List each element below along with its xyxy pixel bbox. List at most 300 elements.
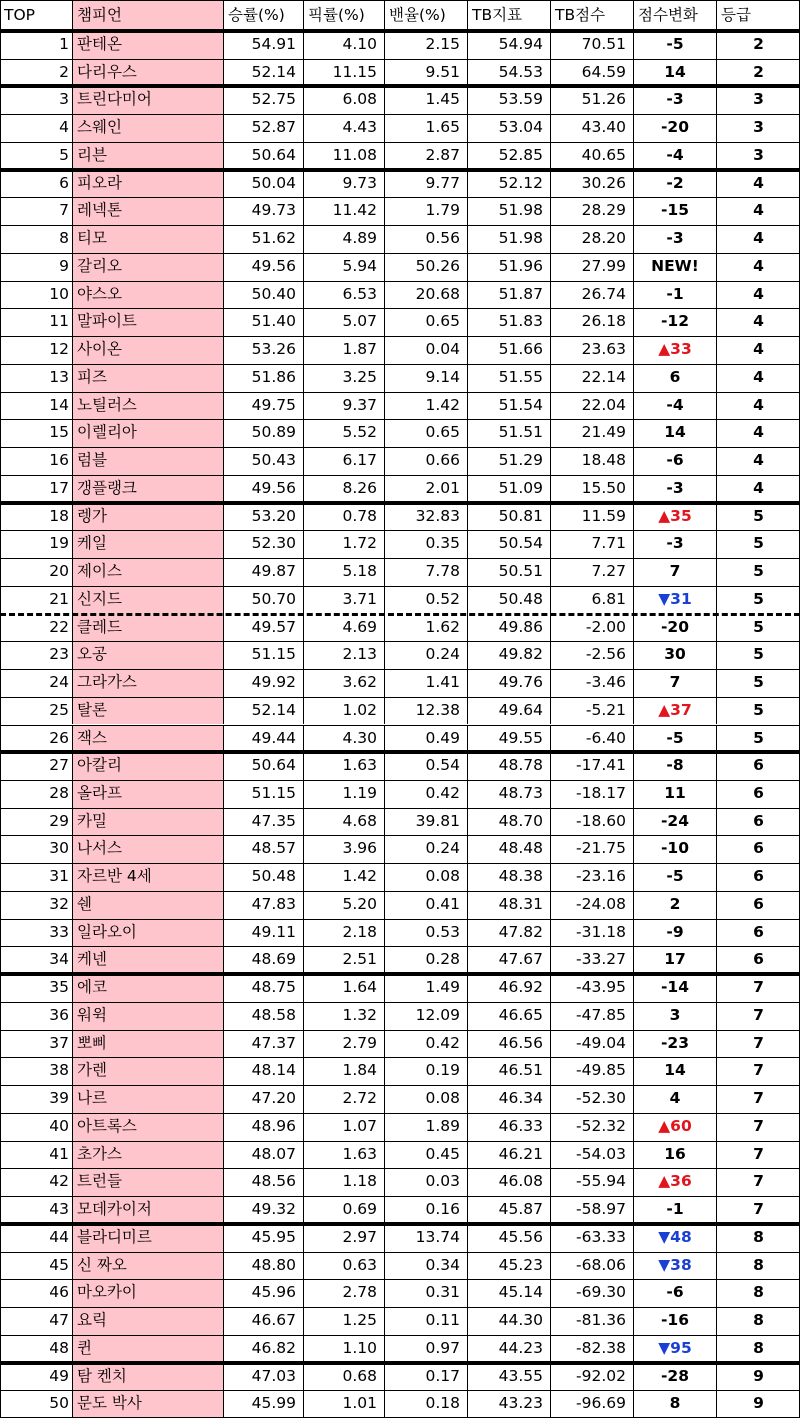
grade: 9 — [753, 1394, 764, 1413]
rank-cell: 42 — [0, 1168, 73, 1196]
tb-index: 49.64 — [468, 697, 551, 725]
row-divider — [0, 1030, 800, 1031]
rank-cell: 13 — [0, 364, 73, 392]
pick-rate: 1.25 — [304, 1307, 385, 1335]
ban-rate: 0.28 — [385, 946, 468, 974]
tb-index: 50.54 — [468, 530, 551, 558]
champion-name: 피즈 — [73, 364, 224, 392]
champion-name: 클레드 — [73, 614, 224, 642]
pick-rate: 3.96 — [304, 835, 385, 863]
rank-cell: 25 — [0, 697, 73, 725]
tb-index: 46.92 — [468, 974, 551, 1002]
pick-rate: 5.94 — [304, 253, 385, 281]
tb-score: 40.65 — [551, 142, 634, 170]
row-divider — [0, 281, 800, 282]
tb-index: 51.96 — [468, 253, 551, 281]
win-rate: 50.70 — [224, 586, 304, 614]
rank-cell: 2 — [0, 59, 73, 87]
grade: 6 — [753, 894, 764, 913]
table-row — [0, 891, 800, 919]
score-change: ▲35 — [634, 503, 717, 531]
tb-index: 46.08 — [468, 1168, 551, 1196]
rank-cell: 46 — [0, 1279, 73, 1307]
table-row — [0, 863, 800, 891]
rank-cell: 47 — [0, 1307, 73, 1335]
tb-index: 46.65 — [468, 1002, 551, 1030]
win-rate: 50.40 — [224, 281, 304, 309]
table-row — [0, 225, 800, 253]
champion-name: 문도 박사 — [73, 1390, 224, 1418]
group-divider — [0, 168, 800, 172]
grade: 6 — [753, 922, 764, 941]
tb-index: 51.83 — [468, 308, 551, 336]
tb-score: -52.30 — [551, 1085, 634, 1113]
row-divider — [0, 447, 800, 448]
rank-cell: 17 — [0, 475, 73, 503]
rank-cell: 11 — [0, 308, 73, 336]
pick-rate: 3.71 — [304, 586, 385, 614]
ban-rate: 0.41 — [385, 891, 468, 919]
ban-rate: 0.65 — [385, 308, 468, 336]
ban-rate: 0.35 — [385, 530, 468, 558]
table-row — [0, 1168, 800, 1196]
table-row — [0, 419, 800, 447]
score-change: -3 — [634, 86, 717, 114]
score-change: -24 — [634, 808, 717, 836]
ban-rate: 0.03 — [385, 1168, 468, 1196]
win-rate: 49.11 — [224, 919, 304, 947]
ban-rate: 12.38 — [385, 697, 468, 725]
grade: 7 — [753, 978, 764, 997]
header-pick-rate: 픽률(%) — [304, 0, 385, 31]
table-row — [0, 725, 800, 753]
table-row — [0, 697, 800, 725]
ban-rate: 0.49 — [385, 725, 468, 753]
tb-index: 45.87 — [468, 1196, 551, 1224]
tb-score: 15.50 — [551, 475, 634, 503]
group-divider — [0, 1361, 800, 1365]
pick-rate: 8.26 — [304, 475, 385, 503]
champion-name: 일라오이 — [73, 919, 224, 947]
score-change: -1 — [634, 281, 717, 309]
rank-cell: 48 — [0, 1335, 73, 1363]
rank-cell: 32 — [0, 891, 73, 919]
tb-score: -54.03 — [551, 1141, 634, 1169]
rank-cell: 30 — [0, 835, 73, 863]
pick-rate: 11.15 — [304, 59, 385, 87]
table-top-border — [0, 0, 800, 1]
champion-name: 신지드 — [73, 586, 224, 614]
grade: 6 — [753, 811, 764, 830]
win-rate: 49.73 — [224, 197, 304, 225]
pick-rate: 1.32 — [304, 1002, 385, 1030]
row-divider — [0, 1141, 800, 1142]
grade: 8 — [753, 1227, 764, 1246]
header-ban-rate: 밴율(%) — [385, 0, 468, 31]
grade: 4 — [753, 256, 764, 275]
row-divider — [0, 1168, 800, 1169]
rank-cell: 18 — [0, 503, 73, 531]
win-rate: 52.75 — [224, 86, 304, 114]
tb-score: -2.56 — [551, 641, 634, 669]
table-row — [0, 503, 800, 531]
ban-rate: 1.42 — [385, 392, 468, 420]
row-divider — [0, 1252, 800, 1253]
rank-cell: 45 — [0, 1252, 73, 1280]
tb-score: -55.94 — [551, 1168, 634, 1196]
tb-index: 46.33 — [468, 1113, 551, 1141]
win-rate: 51.15 — [224, 780, 304, 808]
grade: 5 — [753, 645, 764, 664]
rank-cell: 10 — [0, 281, 73, 309]
tb-score: -31.18 — [551, 919, 634, 947]
score-change: ▼95 — [634, 1335, 717, 1363]
grade: 7 — [753, 1033, 764, 1052]
table-row — [0, 59, 800, 87]
score-change: -28 — [634, 1363, 717, 1391]
table-row — [0, 336, 800, 364]
pick-rate: 5.18 — [304, 558, 385, 586]
pick-rate: 6.53 — [304, 281, 385, 309]
table-row — [0, 1279, 800, 1307]
tb-score: 11.59 — [551, 503, 634, 531]
champion-name: 블라디미르 — [73, 1224, 224, 1252]
rank-cell: 29 — [0, 808, 73, 836]
champion-name: 마오카이 — [73, 1279, 224, 1307]
row-divider — [0, 142, 800, 143]
ban-rate: 1.79 — [385, 197, 468, 225]
score-change: -14 — [634, 974, 717, 1002]
score-change: ▼31 — [634, 586, 717, 614]
table-row — [0, 281, 800, 309]
win-rate: 51.40 — [224, 308, 304, 336]
win-rate: 48.58 — [224, 1002, 304, 1030]
champion-name: 쉔 — [73, 891, 224, 919]
champion-name: 탈론 — [73, 697, 224, 725]
table-row — [0, 197, 800, 225]
score-change: 7 — [634, 558, 717, 586]
champion-name: 워윅 — [73, 1002, 224, 1030]
grade: 4 — [753, 478, 764, 497]
tb-index: 44.30 — [468, 1307, 551, 1335]
row-divider — [0, 1390, 800, 1391]
grade: 5 — [753, 506, 764, 525]
champion-name: 노틸러스 — [73, 392, 224, 420]
ban-rate: 50.26 — [385, 253, 468, 281]
tb-score: -17.41 — [551, 752, 634, 780]
tb-score: -2.00 — [551, 614, 634, 642]
champion-name: 케넨 — [73, 946, 224, 974]
champion-name: 트런들 — [73, 1168, 224, 1196]
champion-name: 그라가스 — [73, 669, 224, 697]
tb-index: 50.81 — [468, 503, 551, 531]
row-divider — [0, 641, 800, 642]
tb-score: 7.71 — [551, 530, 634, 558]
pick-rate: 1.10 — [304, 1335, 385, 1363]
row-divider — [0, 669, 800, 670]
row-divider — [0, 835, 800, 836]
champion-name: 갱플랭크 — [73, 475, 224, 503]
pick-rate: 1.63 — [304, 752, 385, 780]
pick-rate: 2.51 — [304, 946, 385, 974]
pick-rate: 3.62 — [304, 669, 385, 697]
table-row — [0, 558, 800, 586]
pick-rate: 1.42 — [304, 863, 385, 891]
score-change: -3 — [634, 530, 717, 558]
ban-rate: 0.66 — [385, 447, 468, 475]
pick-rate: 1.18 — [304, 1168, 385, 1196]
win-rate: 51.86 — [224, 364, 304, 392]
champion-name: 야스오 — [73, 281, 224, 309]
score-change: 17 — [634, 946, 717, 974]
tb-score: -96.69 — [551, 1390, 634, 1418]
tb-score: -6.40 — [551, 725, 634, 753]
rank-cell: 27 — [0, 752, 73, 780]
score-change: -20 — [634, 114, 717, 142]
row-divider — [0, 225, 800, 226]
rank-cell: 49 — [0, 1363, 73, 1391]
pick-rate: 1.07 — [304, 1113, 385, 1141]
header-rank: TOP — [0, 0, 73, 31]
rank-cell: 36 — [0, 1002, 73, 1030]
score-change: 30 — [634, 641, 717, 669]
champion-name: 피오라 — [73, 170, 224, 198]
tb-score: -63.33 — [551, 1224, 634, 1252]
score-change: 16 — [634, 1141, 717, 1169]
row-divider — [0, 1307, 800, 1308]
ban-rate: 9.14 — [385, 364, 468, 392]
tb-score: 26.74 — [551, 281, 634, 309]
pick-rate: 0.78 — [304, 503, 385, 531]
ban-rate: 0.31 — [385, 1279, 468, 1307]
ban-rate: 39.81 — [385, 808, 468, 836]
tb-index: 53.59 — [468, 86, 551, 114]
score-change: -12 — [634, 308, 717, 336]
ban-rate: 20.68 — [385, 281, 468, 309]
champion-name: 카밀 — [73, 808, 224, 836]
table-row — [0, 1030, 800, 1058]
win-rate: 48.57 — [224, 835, 304, 863]
rank-cell: 20 — [0, 558, 73, 586]
score-change: 8 — [634, 1390, 717, 1418]
win-rate: 49.92 — [224, 669, 304, 697]
champion-name: 리븐 — [73, 142, 224, 170]
pick-rate: 3.25 — [304, 364, 385, 392]
tb-score: -92.02 — [551, 1363, 634, 1391]
grade: 3 — [753, 118, 764, 137]
pick-rate: 5.52 — [304, 419, 385, 447]
score-change: 3 — [634, 1002, 717, 1030]
tb-index: 54.53 — [468, 59, 551, 87]
pick-rate: 1.72 — [304, 530, 385, 558]
rank-cell: 39 — [0, 1085, 73, 1113]
ban-rate: 1.62 — [385, 614, 468, 642]
table-row — [0, 1141, 800, 1169]
champion-name: 뽀삐 — [73, 1030, 224, 1058]
champion-name: 나서스 — [73, 835, 224, 863]
pick-rate: 1.84 — [304, 1057, 385, 1085]
table-row — [0, 669, 800, 697]
rank-cell: 15 — [0, 419, 73, 447]
pick-rate: 11.08 — [304, 142, 385, 170]
win-rate: 52.14 — [224, 697, 304, 725]
pick-rate: 6.17 — [304, 447, 385, 475]
row-divider — [0, 919, 800, 920]
table-row — [0, 308, 800, 336]
rank-cell: 4 — [0, 114, 73, 142]
grade: 4 — [753, 229, 764, 248]
champion-name: 럼블 — [73, 447, 224, 475]
tb-index: 46.56 — [468, 1030, 551, 1058]
tb-index: 44.23 — [468, 1335, 551, 1363]
table-row — [0, 946, 800, 974]
grade: 7 — [753, 1061, 764, 1080]
pick-rate: 9.37 — [304, 392, 385, 420]
score-change: 14 — [634, 59, 717, 87]
rank-cell: 44 — [0, 1224, 73, 1252]
header-champion: 챔피언 — [73, 0, 224, 31]
row-divider — [0, 725, 800, 726]
row-divider — [0, 780, 800, 781]
ban-rate: 0.56 — [385, 225, 468, 253]
win-rate: 50.04 — [224, 170, 304, 198]
tb-score: -18.60 — [551, 808, 634, 836]
score-change: -3 — [634, 475, 717, 503]
pick-rate: 9.73 — [304, 170, 385, 198]
rank-cell: 8 — [0, 225, 73, 253]
group-divider — [0, 1222, 800, 1226]
tb-score: 18.48 — [551, 447, 634, 475]
ban-rate: 0.17 — [385, 1363, 468, 1391]
champion-name: 사이온 — [73, 336, 224, 364]
win-rate: 45.96 — [224, 1279, 304, 1307]
grade: 3 — [753, 90, 764, 109]
ban-rate: 12.09 — [385, 1002, 468, 1030]
score-change: ▲37 — [634, 697, 717, 725]
win-rate: 54.91 — [224, 31, 304, 59]
tb-index: 54.94 — [468, 31, 551, 59]
win-rate: 49.57 — [224, 614, 304, 642]
grade: 7 — [753, 1116, 764, 1135]
table-header — [0, 0, 800, 31]
champion-name: 갈리오 — [73, 253, 224, 281]
score-change: -6 — [634, 1279, 717, 1307]
ban-rate: 2.15 — [385, 31, 468, 59]
ban-rate: 1.65 — [385, 114, 468, 142]
tb-index: 52.85 — [468, 142, 551, 170]
row-divider — [0, 392, 800, 393]
score-change: -3 — [634, 225, 717, 253]
rank-cell: 19 — [0, 530, 73, 558]
table-row — [0, 1085, 800, 1113]
pick-rate: 4.30 — [304, 725, 385, 753]
champion-name: 레넥톤 — [73, 197, 224, 225]
grade: 6 — [753, 839, 764, 858]
tb-index: 51.51 — [468, 419, 551, 447]
score-change: ▲60 — [634, 1113, 717, 1141]
tb-index: 43.55 — [468, 1363, 551, 1391]
champion-name: 나르 — [73, 1085, 224, 1113]
ban-rate: 1.89 — [385, 1113, 468, 1141]
pick-rate: 1.02 — [304, 697, 385, 725]
group-divider — [0, 972, 800, 976]
row-divider — [0, 1113, 800, 1114]
ban-rate: 0.16 — [385, 1196, 468, 1224]
grade: 6 — [753, 950, 764, 969]
pick-rate: 1.64 — [304, 974, 385, 1002]
rank-cell: 23 — [0, 641, 73, 669]
table-row — [0, 1113, 800, 1141]
grade: 5 — [753, 617, 764, 636]
tb-score: 64.59 — [551, 59, 634, 87]
row-divider — [0, 586, 800, 587]
rank-cell: 3 — [0, 86, 73, 114]
tb-index: 51.66 — [468, 336, 551, 364]
win-rate: 49.44 — [224, 725, 304, 753]
win-rate: 48.75 — [224, 974, 304, 1002]
tb-index: 49.55 — [468, 725, 551, 753]
tb-score: 7.27 — [551, 558, 634, 586]
row-divider — [0, 808, 800, 809]
win-rate: 52.14 — [224, 59, 304, 87]
tb-score: -23.16 — [551, 863, 634, 891]
score-change: NEW! — [634, 253, 717, 281]
champion-name: 아트록스 — [73, 1113, 224, 1141]
table-row — [0, 586, 800, 614]
pick-rate: 1.87 — [304, 336, 385, 364]
tb-index: 51.09 — [468, 475, 551, 503]
pick-rate: 1.01 — [304, 1390, 385, 1418]
rank-cell: 43 — [0, 1196, 73, 1224]
grade: 6 — [753, 783, 764, 802]
rank-cell: 1 — [0, 31, 73, 59]
grade: 4 — [753, 367, 764, 386]
tb-index: 51.87 — [468, 281, 551, 309]
row-divider — [0, 1057, 800, 1058]
row-divider — [0, 114, 800, 115]
tb-score: -49.85 — [551, 1057, 634, 1085]
pick-rate: 2.18 — [304, 919, 385, 947]
grade: 7 — [753, 1200, 764, 1219]
tb-index: 48.73 — [468, 780, 551, 808]
tb-index: 47.67 — [468, 946, 551, 974]
champion-name: 티모 — [73, 225, 224, 253]
tb-index: 49.76 — [468, 669, 551, 697]
score-change: -4 — [634, 392, 717, 420]
tb-index: 48.38 — [468, 863, 551, 891]
score-change: ▲36 — [634, 1168, 717, 1196]
table-row — [0, 1057, 800, 1085]
pick-rate: 4.43 — [304, 114, 385, 142]
table-row — [0, 1002, 800, 1030]
tb-score: -49.04 — [551, 1030, 634, 1058]
rank-cell: 9 — [0, 253, 73, 281]
grade: 3 — [753, 145, 764, 164]
rank-cell: 16 — [0, 447, 73, 475]
grade: 5 — [753, 700, 764, 719]
pick-rate: 4.69 — [304, 614, 385, 642]
rank-cell: 40 — [0, 1113, 73, 1141]
rank-cell: 37 — [0, 1030, 73, 1058]
header-grade: 등급 — [721, 6, 751, 24]
tb-score: 70.51 — [551, 31, 634, 59]
tb-score: -3.46 — [551, 669, 634, 697]
table-row — [0, 1307, 800, 1335]
score-change: -9 — [634, 919, 717, 947]
tier-cutoff-dashed-line — [0, 613, 800, 616]
win-rate: 45.99 — [224, 1390, 304, 1418]
tb-score: -81.36 — [551, 1307, 634, 1335]
